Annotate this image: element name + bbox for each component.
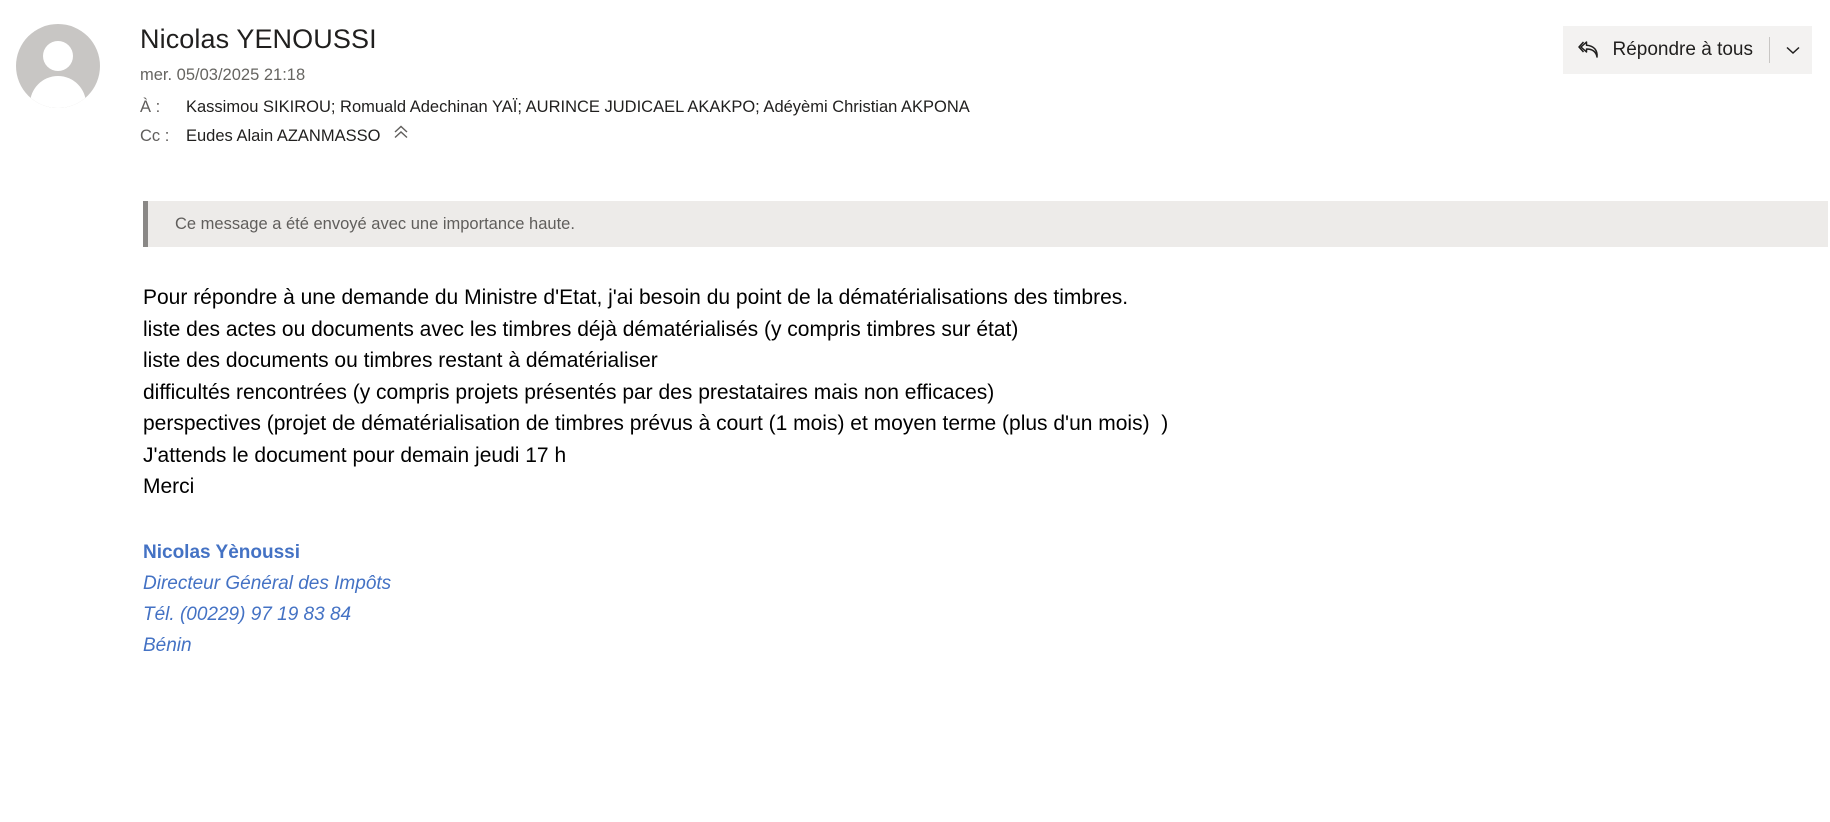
signature-title: Directeur Général des Impôts <box>143 572 392 594</box>
signature-name: Nicolas Yènoussi <box>143 541 300 563</box>
signature-phone: Tél. (00229) 97 19 83 84 <box>143 603 352 625</box>
body-line: Merci <box>143 475 195 498</box>
person-avatar-icon-head <box>43 41 73 71</box>
cc-recipients[interactable]: Eudes Alain AZANMASSO <box>186 127 381 145</box>
message-body <box>143 282 1830 661</box>
sender-name: Nicolas YENOUSSI <box>140 24 377 54</box>
body-line: J'attends le document pour demain jeudi 17 h <box>143 443 567 467</box>
reply-all-button[interactable] <box>1563 26 1813 74</box>
body-line: perspectives (projet de dématérialisation de timbres prévus à court (1 mois) et moyen terme (plus d'un mois) ) <box>143 412 1169 435</box>
cc-row <box>140 125 1490 147</box>
person-avatar-icon-body <box>30 76 86 108</box>
avatar <box>16 24 100 108</box>
to-row <box>140 96 1490 118</box>
email-signature <box>143 537 1800 661</box>
chevron-down-icon[interactable] <box>1780 42 1806 58</box>
body-line: Pour répondre à une demande du Ministre d'Etat, j'ai besoin du point de la dématérialisations des timbres. <box>143 286 1129 309</box>
reply-all-label: Répondre à tous <box>1612 39 1753 60</box>
to-label: À : <box>140 98 161 116</box>
importance-banner <box>143 201 1828 247</box>
body-line: liste des documents ou timbres restant à dématérialiser <box>143 349 658 372</box>
signature-country: Bénin <box>143 634 192 656</box>
button-divider <box>1769 37 1770 63</box>
chevron-up-double-icon[interactable] <box>392 124 410 143</box>
sent-date: mer. 05/03/2025 21:18 <box>140 66 306 84</box>
body-line: liste des actes ou documents avec les timbres déjà dématérialisés (y compris timbres sur état) <box>143 317 1019 341</box>
importance-text: Ce message a été envoyé avec une importance haute. <box>175 214 575 233</box>
reply-all-icon <box>1577 37 1603 63</box>
cc-label: Cc : <box>140 127 170 145</box>
message-header <box>0 0 1830 147</box>
body-line: difficultés rencontrées (y compris projets présentés par des prestataires mais non efficaces) <box>143 380 995 404</box>
to-recipients[interactable]: Kassimou SIKIROU; Romuald Adechinan YAÏ; AURINCE JUDICAEL AKAKPO; Adéyèmi Christian AKPONA <box>186 98 970 116</box>
